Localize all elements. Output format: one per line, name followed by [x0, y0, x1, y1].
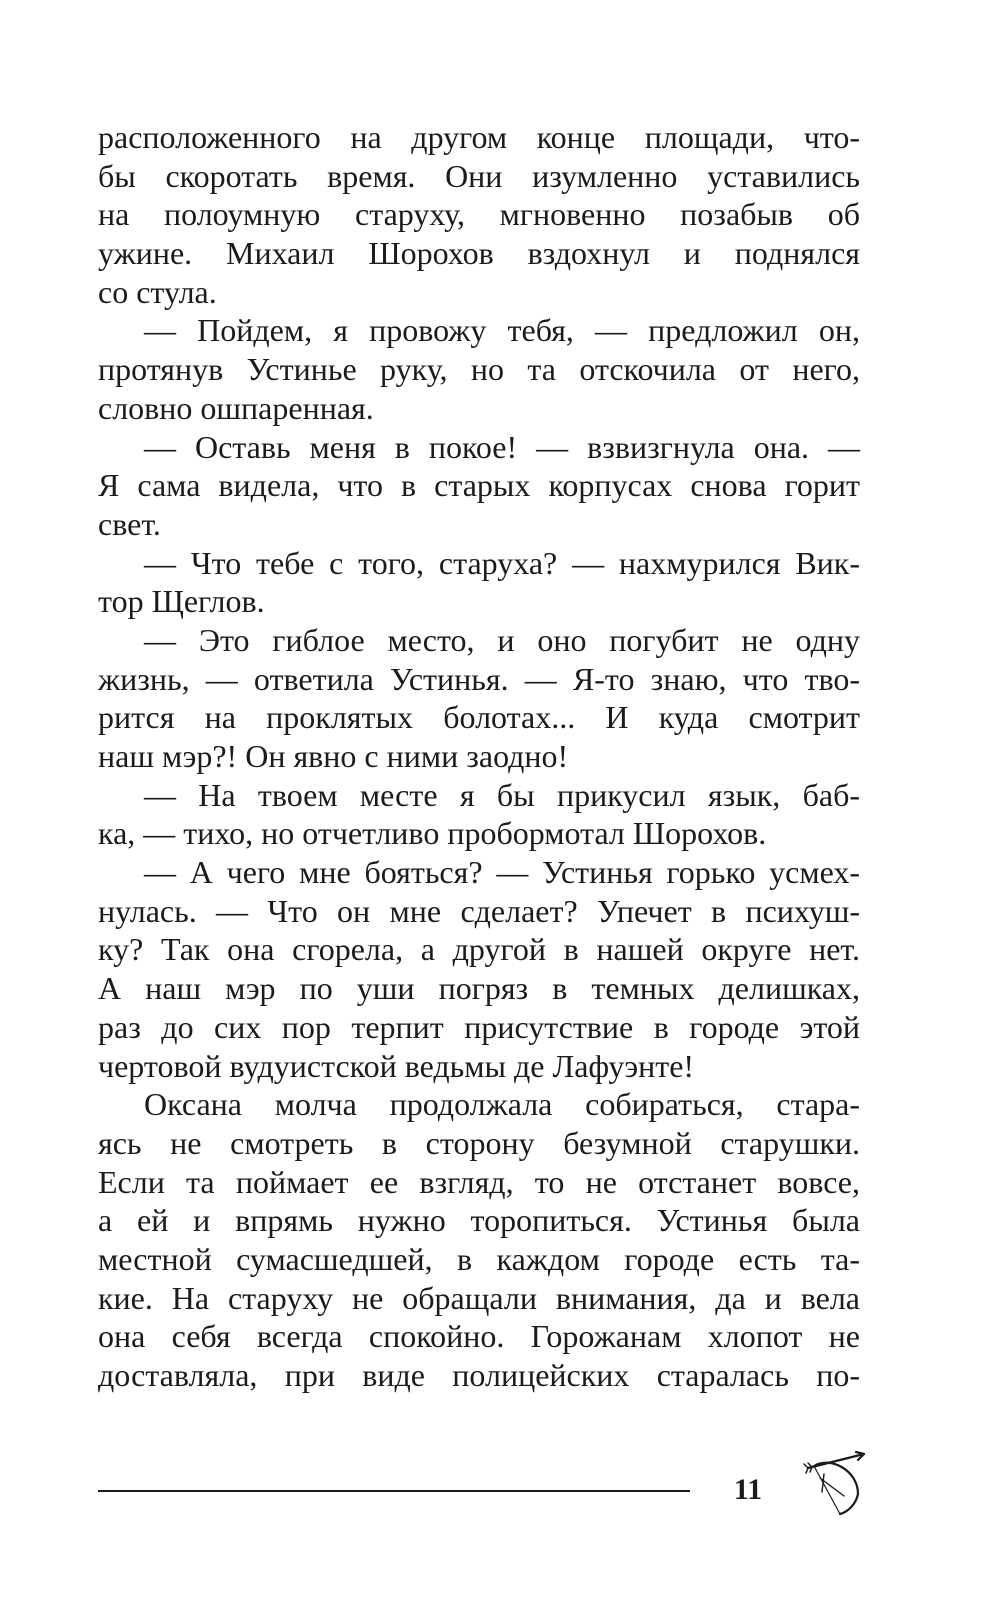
page-text: [98, 118, 860, 1395]
text-line: рится на проклятых болотах... И куда смотрит: [98, 699, 860, 736]
text-line: — Что тебе с того, старуха? — нахмурился Вик-: [144, 544, 860, 581]
text-line: она себя всегда спокойно. Горожанам хлопот не: [98, 1318, 860, 1355]
text-line: ка, — тихо, но отчетливо пробормотал Шорохов.: [98, 815, 767, 852]
text-line: — Пойдем, я провожу тебя, — предложил он,: [144, 312, 860, 349]
text-line: — Это гиблое место, и оно погубит не одну: [144, 621, 860, 658]
text-line: жизнь, — ответила Устинья. — Я-то знаю, что тво-: [98, 660, 860, 697]
text-line: словно ошпаренная.: [98, 389, 374, 426]
text-line: а ей и впрямь нужно торопиться. Устинья была: [98, 1202, 860, 1239]
text-line: ку? Так она сгорела, а другой в нашей округе нет.: [98, 931, 860, 968]
text-line: бы скоротать время. Они изумленно уставились: [98, 157, 860, 194]
text-line: свет.: [98, 505, 161, 542]
text-line: — На твоем месте я бы прикусил язык, баб-: [144, 776, 860, 813]
text-line: доставляла, при виде полицейских старалась по-: [98, 1357, 860, 1393]
text-line: местной сумасшедшей, в каждом городе есть та-: [98, 1240, 860, 1277]
text-line: на полоумную старуху, мгновенно позабыв об: [98, 196, 860, 233]
text-line: протянув Устинье руку, но та отскочила от него,: [98, 351, 860, 388]
text-line: — Оставь меня в покое! — взвизгнула она. —: [144, 428, 860, 465]
text-line: — А чего мне бояться? — Устинья горько усмех-: [144, 854, 860, 891]
text-line: со стула.: [98, 273, 217, 310]
text-line: Я сама видела, что в старых корпусах снова горит: [98, 467, 860, 504]
text-line: ясь не смотреть в сторону безумной старушки.: [98, 1124, 860, 1161]
text-line: наш мэр?! Он явно с ними заодно!: [98, 738, 569, 774]
text-line: расположенного на другом конце площади, что-: [98, 119, 860, 155]
crossed-bow-and-arrow-icon: [800, 1448, 872, 1520]
text-line: тор Щеглов.: [98, 583, 265, 620]
text-line: чертовой вудуистской ведьмы де Лафуэнте!: [98, 1047, 695, 1084]
text-line: Если та поймает ее взгляд, то не отстанет вовсе,: [98, 1163, 860, 1200]
text-line: раз до сих пор терпит присутствие в городе этой: [98, 1008, 860, 1045]
footer-rule: [98, 1490, 690, 1492]
text-line: кие. На старуху не обращали внимания, да и вела: [98, 1279, 860, 1316]
text-line: А наш мэр по уши погряз в темных делишках,: [98, 970, 860, 1007]
page-number: 11: [733, 1473, 763, 1506]
text-line: ужине. Михаил Шорохов вздохнул и поднялся: [98, 235, 860, 272]
text-line: нулась. — Что он мне сделает? Упечет в психуш-: [98, 892, 860, 929]
text-line: Оксана молча продолжала собираться, стара-: [144, 1086, 860, 1123]
